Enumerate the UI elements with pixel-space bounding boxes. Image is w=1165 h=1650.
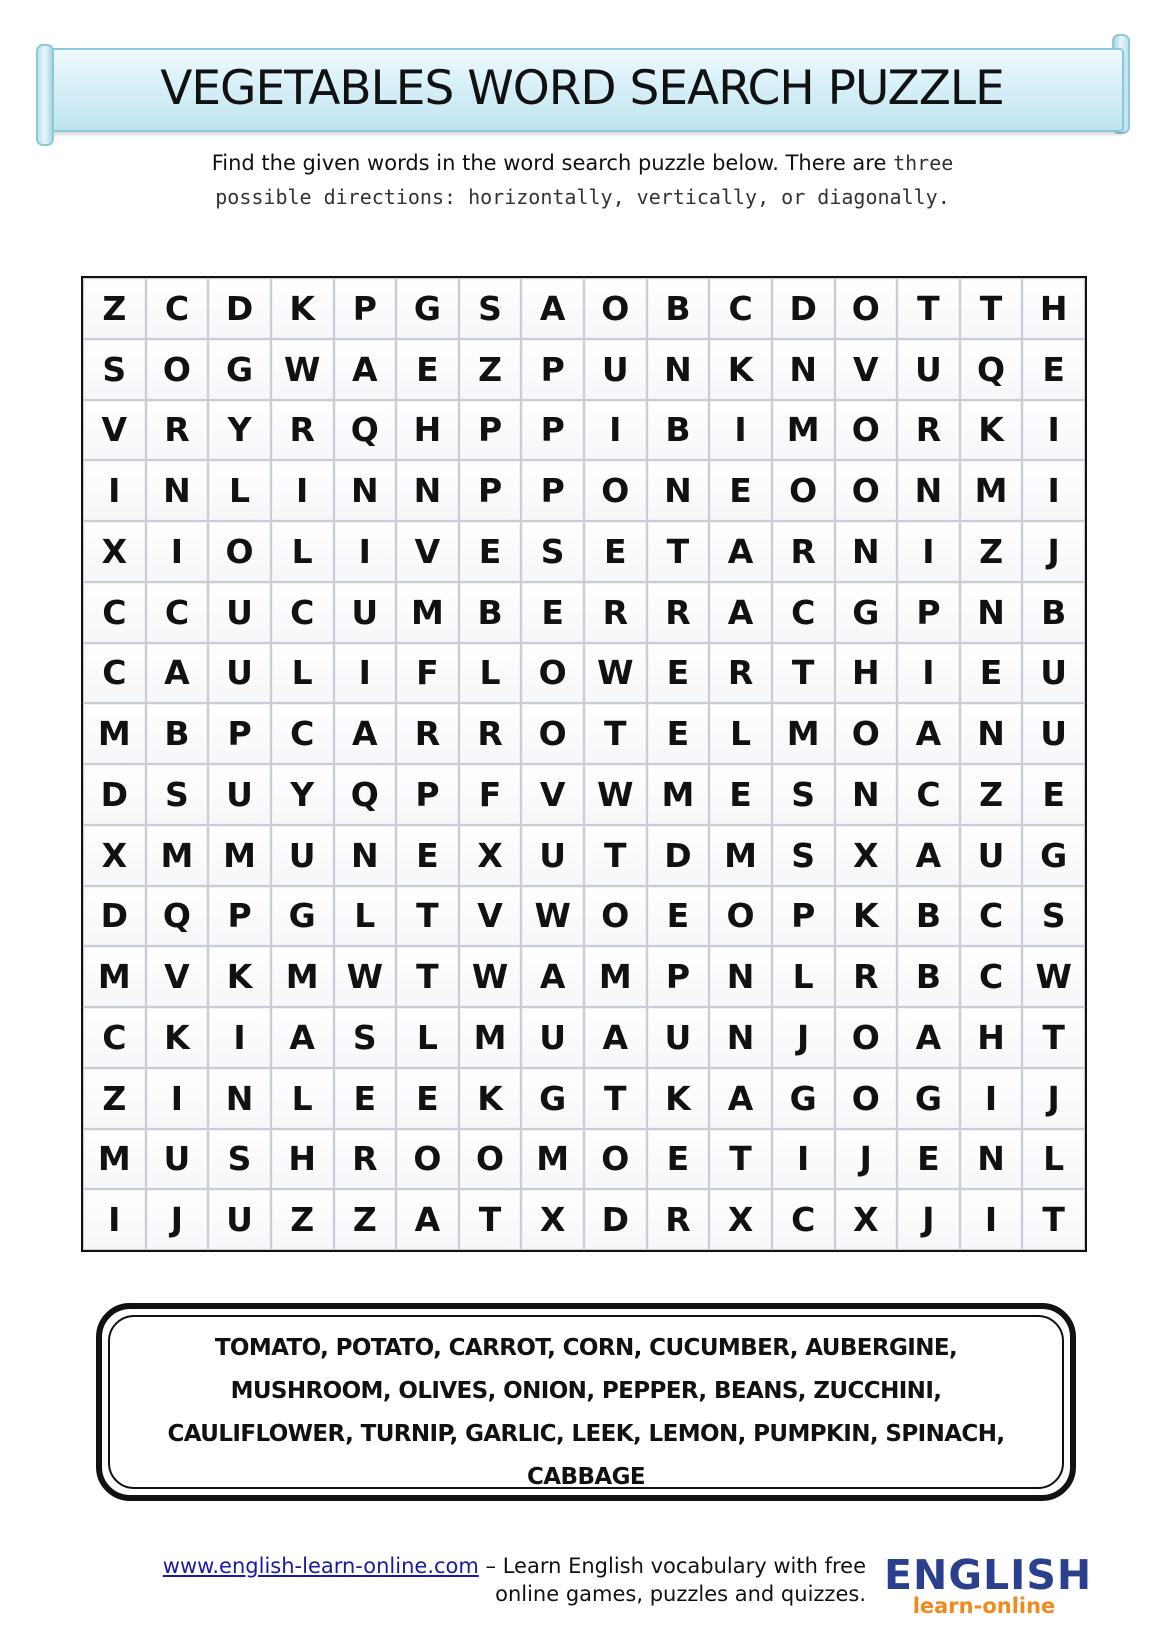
grid-cell[interactable]: J [1022,521,1085,582]
grid-cell[interactable]: K [208,946,271,1007]
grid-cell[interactable]: E [1022,339,1085,400]
grid-cell[interactable]: C [897,764,960,825]
grid-cell[interactable]: T [584,703,647,764]
grid-cell[interactable]: K [271,278,334,339]
grid-cell[interactable]: P [521,339,584,400]
grid-cell[interactable]: C [271,703,334,764]
grid-cell[interactable]: K [459,1068,522,1129]
grid-cell[interactable]: T [584,825,647,886]
grid-cell[interactable]: C [146,582,209,643]
grid-cell[interactable]: N [208,1068,271,1129]
grid-cell[interactable]: D [647,825,710,886]
grid-cell[interactable]: T [960,278,1023,339]
grid-cell[interactable]: X [835,825,898,886]
grid-cell[interactable]: I [709,400,772,461]
grid-cell[interactable]: S [334,1007,397,1068]
website-link[interactable]: www.english-learn-online.com [162,1554,479,1578]
grid-cell[interactable]: O [772,460,835,521]
grid-cell[interactable]: S [772,764,835,825]
english-learn-online-logo [884,1551,1093,1623]
logo-sub-text: learn-online [912,1594,1056,1618]
grid-cell[interactable]: K [960,400,1023,461]
grid-cell[interactable]: R [772,521,835,582]
grid-cell[interactable]: V [396,521,459,582]
grid-cell[interactable]: G [772,1068,835,1129]
grid-cell[interactable]: U [897,339,960,400]
grid-cell[interactable]: O [146,339,209,400]
grid-cell[interactable]: I [1022,460,1085,521]
grid-cell[interactable]: U [334,582,397,643]
grid-cell[interactable]: B [459,582,522,643]
grid-cell[interactable]: A [271,1007,334,1068]
grid-cell[interactable]: G [835,582,898,643]
grid-cell[interactable]: O [584,1129,647,1190]
grid-cell[interactable]: N [334,460,397,521]
grid-cell[interactable]: P [208,703,271,764]
grid-cell[interactable]: O [835,400,898,461]
grid-cell[interactable]: M [83,703,146,764]
grid-cell[interactable]: R [835,946,898,1007]
grid-cell[interactable]: I [146,1068,209,1129]
grid-cell[interactable]: M [208,825,271,886]
grid-cell[interactable]: W [584,764,647,825]
grid-cell[interactable]: Q [334,400,397,461]
grid-cell[interactable]: S [521,521,584,582]
grid-cell[interactable]: V [835,339,898,400]
grid-cell[interactable]: O [459,1129,522,1190]
grid-cell[interactable]: N [709,946,772,1007]
grid-cell[interactable]: M [584,946,647,1007]
grid-cell[interactable]: X [83,521,146,582]
grid-cell[interactable]: E [521,582,584,643]
grid-cell[interactable]: Z [271,1189,334,1250]
grid-cell[interactable]: E [396,1068,459,1129]
grid-cell[interactable]: I [334,643,397,704]
grid-cell[interactable]: T [459,1189,522,1250]
grid-cell[interactable]: C [772,1189,835,1250]
grid-cell[interactable]: C [83,643,146,704]
grid-cell[interactable]: U [208,1189,271,1250]
directions-count: three [893,151,954,175]
grid-cell[interactable]: B [897,946,960,1007]
grid-cell[interactable]: A [709,1068,772,1129]
grid-cell[interactable]: M [459,1007,522,1068]
grid-cell[interactable]: I [584,400,647,461]
grid-cell[interactable]: P [647,946,710,1007]
grid-cell[interactable]: U [208,643,271,704]
grid-cell[interactable]: Z [960,521,1023,582]
word-search-grid [81,276,1087,1252]
grid-cell[interactable]: E [1022,764,1085,825]
footer [96,1552,866,1608]
word-list-box [96,1303,1076,1501]
grid-cell[interactable]: F [459,764,522,825]
grid-cell[interactable]: Q [146,886,209,947]
logo-main-text: ENGLISH [884,1551,1093,1599]
grid-cell[interactable]: Z [334,1189,397,1250]
grid-cell[interactable]: S [459,278,522,339]
grid-cell[interactable]: Y [271,764,334,825]
grid-cell[interactable]: I [897,521,960,582]
grid-cell[interactable]: U [647,1007,710,1068]
grid-cell[interactable]: N [334,825,397,886]
grid-cell[interactable]: L [709,703,772,764]
grid-cell[interactable]: E [709,764,772,825]
grid-cell[interactable]: T [396,946,459,1007]
grid-cell[interactable]: U [521,1007,584,1068]
grid-cell[interactable]: G [271,886,334,947]
grid-cell[interactable]: S [83,339,146,400]
grid-cell[interactable]: S [146,764,209,825]
grid-cell[interactable]: A [897,825,960,886]
grid-cell[interactable]: L [271,1068,334,1129]
grid-cell[interactable]: P [772,886,835,947]
grid-cell[interactable]: T [1022,1189,1085,1250]
grid-cell[interactable]: N [960,582,1023,643]
grid-cell[interactable]: M [709,825,772,886]
grid-cell[interactable]: E [709,460,772,521]
grid-cell[interactable]: U [208,764,271,825]
grid-cell[interactable]: I [334,521,397,582]
grid-cell[interactable]: E [334,1068,397,1129]
grid-cell[interactable]: L [271,643,334,704]
grid-cell[interactable]: P [521,400,584,461]
grid-cell[interactable]: W [584,643,647,704]
grid-cell[interactable]: J [146,1189,209,1250]
grid-cell[interactable]: E [396,825,459,886]
grid-cell[interactable]: C [271,582,334,643]
grid-cell[interactable]: S [772,825,835,886]
grid-cell[interactable]: W [521,886,584,947]
grid-cell[interactable]: G [396,278,459,339]
grid-cell[interactable]: W [334,946,397,1007]
word-list-line: CABBAGE [527,1464,645,1489]
grid-cell[interactable]: U [584,339,647,400]
grid-cell[interactable]: R [334,1129,397,1190]
grid-cell[interactable]: V [521,764,584,825]
grid-cell[interactable]: C [960,946,1023,1007]
grid-cell[interactable]: N [960,1129,1023,1190]
grid-cell[interactable]: T [709,1129,772,1190]
grid-cell[interactable]: P [459,400,522,461]
word-list-line: MUSHROOM, OLIVES, ONION, PEPPER, BEANS, ZUCCHINI, [230,1378,942,1404]
grid-cell[interactable]: G [897,1068,960,1129]
grid-cell[interactable]: K [647,1068,710,1129]
grid-cell[interactable]: G [1022,825,1085,886]
grid-cell[interactable]: R [647,1189,710,1250]
grid-cell[interactable]: I [960,1068,1023,1129]
grid-cell[interactable]: A [897,703,960,764]
instructions-text: Find the given words in the word search puzzle below. There are [211,151,887,175]
grid-cell[interactable]: O [584,886,647,947]
grid-cell[interactable]: D [584,1189,647,1250]
grid-cell[interactable]: R [709,643,772,704]
grid-cell[interactable]: U [146,1129,209,1190]
grid-cell[interactable]: T [897,278,960,339]
grid-cell[interactable]: K [835,886,898,947]
grid-cell[interactable]: G [521,1068,584,1129]
grid-cell[interactable]: W [271,339,334,400]
grid-cell[interactable]: Z [83,1068,146,1129]
grid-cell[interactable]: L [459,643,522,704]
grid-cell[interactable]: E [459,521,522,582]
grid-cell[interactable]: S [208,1129,271,1190]
grid-cell[interactable]: H [396,400,459,461]
grid-cell[interactable]: C [709,278,772,339]
grid-cell[interactable]: P [208,886,271,947]
grid-cell[interactable]: C [772,582,835,643]
grid-cell[interactable]: M [146,825,209,886]
grid-cell[interactable]: K [146,1007,209,1068]
grid-cell[interactable]: V [459,886,522,947]
grid-cell[interactable]: R [146,400,209,461]
grid-cell[interactable]: G [208,339,271,400]
grid-cell[interactable]: V [146,946,209,1007]
grid-cell[interactable]: A [897,1007,960,1068]
grid-cell[interactable]: X [521,1189,584,1250]
grid-cell[interactable]: M [647,764,710,825]
grid-cell[interactable]: N [396,460,459,521]
grid-cell[interactable]: A [521,946,584,1007]
grid-cell[interactable]: R [897,400,960,461]
grid-cell[interactable]: E [647,643,710,704]
grid-cell[interactable]: N [146,460,209,521]
grid-cell[interactable]: E [897,1129,960,1190]
grid-cell[interactable]: J [835,1129,898,1190]
grid-cell[interactable]: O [584,460,647,521]
grid-cell[interactable]: M [271,946,334,1007]
grid-cell[interactable]: O [521,703,584,764]
grid-cell[interactable]: N [897,460,960,521]
grid-cell[interactable]: E [647,1129,710,1190]
grid-cell[interactable]: I [146,521,209,582]
grid-cell[interactable]: T [1022,1007,1085,1068]
grid-cell[interactable]: N [772,339,835,400]
grid-cell[interactable]: I [83,460,146,521]
grid-cell[interactable]: M [83,946,146,1007]
grid-cell[interactable]: R [647,582,710,643]
grid-cell[interactable]: O [396,1129,459,1190]
grid-cell[interactable]: K [709,339,772,400]
grid-cell[interactable]: R [459,703,522,764]
grid-cell[interactable]: H [1022,278,1085,339]
grid-cell[interactable]: I [960,1189,1023,1250]
grid-cell[interactable]: O [584,278,647,339]
grid-cell[interactable]: C [146,278,209,339]
grid-cell[interactable]: Z [459,339,522,400]
grid-cell[interactable]: X [459,825,522,886]
grid-cell[interactable]: P [897,582,960,643]
grid-cell[interactable]: D [83,886,146,947]
grid-cell[interactable]: E [647,703,710,764]
grid-cell[interactable]: T [772,643,835,704]
grid-cell[interactable]: V [83,400,146,461]
grid-cell[interactable]: I [271,460,334,521]
grid-cell[interactable]: E [647,886,710,947]
grid-cell[interactable]: M [772,400,835,461]
grid-cell[interactable]: X [83,825,146,886]
grid-cell[interactable]: P [521,460,584,521]
grid-cell[interactable]: I [772,1129,835,1190]
grid-cell[interactable]: J [1022,1068,1085,1129]
grid-cell[interactable]: L [334,886,397,947]
grid-cell[interactable]: T [396,886,459,947]
grid-cell[interactable]: A [334,703,397,764]
word-list-line: CAULIFLOWER, TURNIP, GARLIC, LEEK, LEMON, PUMPKIN, SPINACH, [167,1421,1005,1447]
grid-cell[interactable]: N [647,339,710,400]
grid-cell[interactable]: E [584,521,647,582]
grid-cell[interactable]: P [396,764,459,825]
grid-cell[interactable]: U [1022,643,1085,704]
grid-cell[interactable]: Z [83,278,146,339]
grid-cell[interactable]: Q [334,764,397,825]
grid-cell[interactable]: R [584,582,647,643]
grid-cell[interactable]: D [208,278,271,339]
grid-cell[interactable]: B [1022,582,1085,643]
grid-cell[interactable]: S [1022,886,1085,947]
grid-cell[interactable]: O [835,1007,898,1068]
grid-cell[interactable]: O [521,643,584,704]
grid-cell[interactable]: P [459,460,522,521]
instructions [60,146,1105,214]
grid-cell[interactable]: T [584,1068,647,1129]
grid-cell[interactable]: B [647,400,710,461]
grid-cell[interactable]: J [897,1189,960,1250]
grid-cell[interactable]: M [521,1129,584,1190]
grid-cell[interactable]: I [897,643,960,704]
grid-cell[interactable]: N [960,703,1023,764]
grid-cell[interactable]: A [396,1189,459,1250]
grid-cell[interactable]: H [960,1007,1023,1068]
grid-cell[interactable]: L [208,460,271,521]
grid-cell[interactable]: B [897,886,960,947]
grid-cell[interactable]: O [835,1068,898,1129]
grid-cell[interactable]: E [396,339,459,400]
grid-cell[interactable]: Q [960,339,1023,400]
grid-cell[interactable]: A [709,521,772,582]
grid-cell[interactable]: F [396,643,459,704]
grid-cell[interactable]: A [709,582,772,643]
grid-cell[interactable]: L [772,946,835,1007]
grid-cell[interactable]: C [83,582,146,643]
footer-text-1: – Learn English vocabulary with free [478,1554,866,1578]
grid-cell[interactable]: E [960,643,1023,704]
grid-cell[interactable]: B [146,703,209,764]
grid-cell[interactable]: I [83,1189,146,1250]
grid-cell[interactable]: L [271,521,334,582]
grid-cell[interactable]: O [835,278,898,339]
grid-cell[interactable]: N [835,764,898,825]
grid-cell[interactable]: R [271,400,334,461]
word-list [122,1327,1050,1489]
grid-cell[interactable]: I [208,1007,271,1068]
grid-cell[interactable]: I [1022,400,1085,461]
grid-cell[interactable]: X [835,1189,898,1250]
grid-cell[interactable]: X [709,1189,772,1250]
grid-cell[interactable]: Z [960,764,1023,825]
grid-cell[interactable]: W [1022,946,1085,1007]
instructions-line-1 [60,146,1105,180]
grid-cell[interactable]: B [647,278,710,339]
footer-line-1 [96,1552,866,1580]
page-title: VEGETABLES WORD SEARCH PUZZLE [160,60,1004,116]
grid-cell[interactable]: W [459,946,522,1007]
grid-cell[interactable]: O [835,703,898,764]
grid-cell[interactable]: D [772,278,835,339]
grid-cell[interactable]: N [647,460,710,521]
grid-cell[interactable]: O [835,460,898,521]
grid-cell[interactable]: N [835,521,898,582]
grid-cell[interactable]: U [271,825,334,886]
grid-cell[interactable]: A [146,643,209,704]
grid-cell[interactable]: Y [208,400,271,461]
grid-cell[interactable]: R [396,703,459,764]
grid-cell[interactable]: O [709,886,772,947]
grid-cell[interactable]: J [772,1007,835,1068]
grid-cell[interactable]: A [334,339,397,400]
grid-cell[interactable]: U [1022,703,1085,764]
grid-cell[interactable]: O [208,521,271,582]
grid-cell[interactable]: C [83,1007,146,1068]
word-list-line: TOMATO, POTATO, CARROT, CORN, CUCUMBER, AUBERGINE, [214,1335,958,1361]
grid-cell[interactable]: U [521,825,584,886]
grid-cell[interactable]: M [772,703,835,764]
grid-cell[interactable]: U [960,825,1023,886]
grid-cell[interactable]: H [271,1129,334,1190]
grid-cell[interactable]: N [709,1007,772,1068]
grid-cell[interactable]: M [396,582,459,643]
grid-cell[interactable]: C [960,886,1023,947]
grid-cell[interactable]: D [83,764,146,825]
grid-cell[interactable]: L [396,1007,459,1068]
grid-cell[interactable]: U [208,582,271,643]
grid-cell[interactable]: A [521,278,584,339]
grid-cell[interactable]: M [960,460,1023,521]
footer-line-2: online games, puzzles and quizzes. [495,1582,866,1606]
grid-cell[interactable]: A [584,1007,647,1068]
grid-cell[interactable]: P [334,278,397,339]
grid-cell[interactable]: M [83,1129,146,1190]
grid-cell[interactable]: L [1022,1129,1085,1190]
instructions-line-2: possible directions: horizontally, vertically, or diagonally. [215,185,950,209]
grid-cell[interactable]: H [835,643,898,704]
grid-cell[interactable]: T [647,521,710,582]
